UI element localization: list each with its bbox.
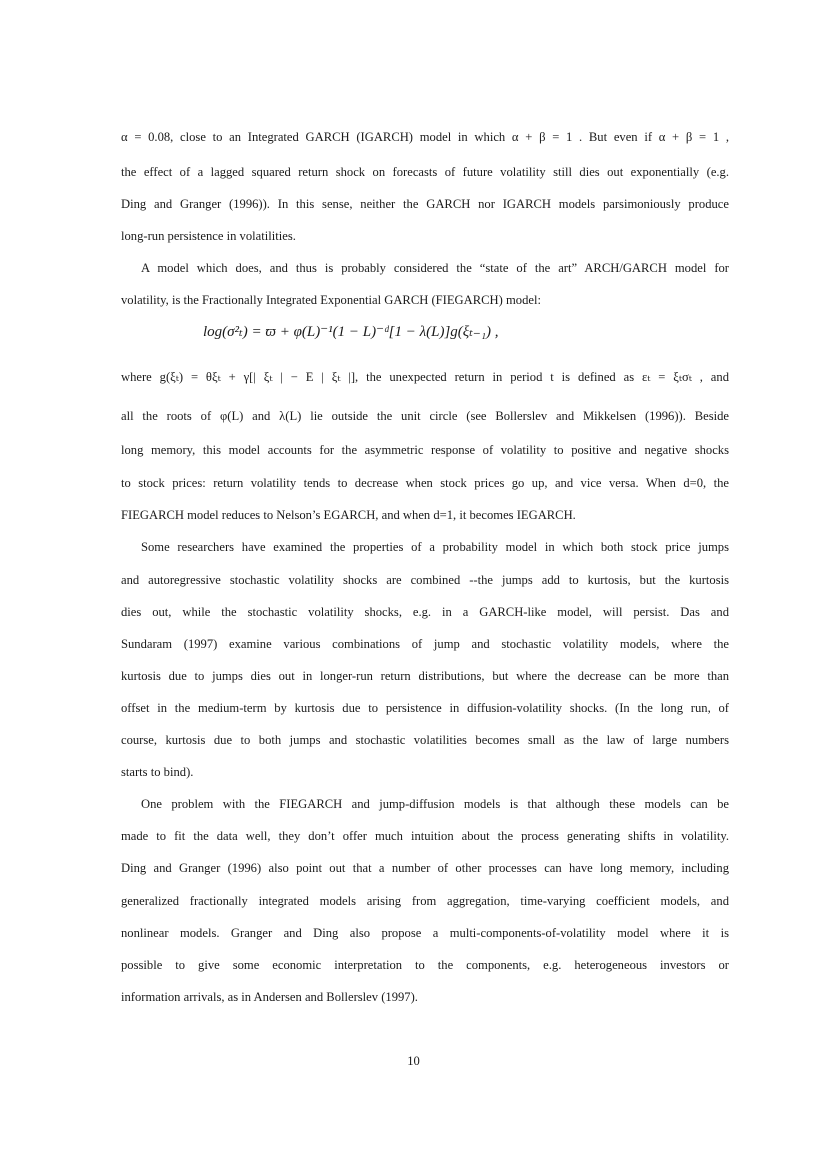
text-line: where g(ξₜ) = θξₜ + γ[| ξₜ | − E | ξₜ |], the unexpected return in period t is defined as εₜ = ξₜσₜ , and xyxy=(121,370,729,384)
fiegarch-equation: log(σ²ₜ) = ϖ + φ(L)⁻¹(1 − L)⁻ᵈ[1 − λ(L)]g(ξₜ₋₁) , xyxy=(203,324,499,340)
text-line: Ding and Granger (1996) also point out that a number of other processes can have long memory, including xyxy=(121,861,729,875)
text-line: Ding and Granger (1996)). In this sense, neither the GARCH nor IGARCH models parsimoniously produce xyxy=(121,197,729,211)
text-line: the effect of a lagged squared return shock on forecasts of future volatility still dies out exponentially (e.g. xyxy=(121,165,729,179)
text-line: dies out, while the stochastic volatility shocks, e.g. in a GARCH-like model, will persist. Das and xyxy=(121,605,729,619)
text-line: α = 0.08, close to an Integrated GARCH (IGARCH) model in which α + β = 1 . But even if α + β = 1 , xyxy=(121,130,729,144)
text-line: Sundaram (1997) examine various combinations of jump and stochastic volatility models, where the xyxy=(121,637,729,651)
text-line: FIEGARCH model reduces to Nelson’s EGARCH, and when d=1, it becomes IEGARCH. xyxy=(121,508,576,522)
text-line: starts to bind). xyxy=(121,765,194,779)
page-number: 10 xyxy=(407,1054,420,1068)
text-line: generalized fractionally integrated models arising from aggregation, time-varying coefficient models, and xyxy=(121,894,729,908)
text-line: possible to give some economic interpretation to the components, e.g. heterogeneous investors or xyxy=(121,958,729,972)
text-line: course, kurtosis due to both jumps and stochastic volatilities becomes small as the law of large numbers xyxy=(121,733,729,747)
text-line: nonlinear models. Granger and Ding also propose a multi-components-of-volatility model where it is xyxy=(121,926,729,940)
text-line: volatility, is the Fractionally Integrated Exponential GARCH (FIEGARCH) model: xyxy=(121,293,541,307)
text-line: all the roots of φ(L) and λ(L) lie outside the unit circle (see Bollerslev and Mikkelsen (1996)). Beside xyxy=(121,409,729,423)
text-line: made to fit the data well, they don’t offer much intuition about the process generating shifts in volatility. xyxy=(121,829,729,843)
text-line: information arrivals, as in Andersen and Bollerslev (1997). xyxy=(121,990,418,1004)
text-line: to stock prices: return volatility tends to decrease when stock prices go up, and vice versa. When d=0, the xyxy=(121,476,729,490)
text-line: Some researchers have examined the properties of a probability model in which both stock price jumps xyxy=(141,540,729,554)
text-line: offset in the medium-term by kurtosis due to persistence in diffusion-volatility shocks. (In the long run, of xyxy=(121,701,729,715)
text-line: kurtosis due to jumps dies out in longer-run return distributions, but where the decrease can be more than xyxy=(121,669,729,683)
text-line: and autoregressive stochastic volatility shocks are combined --the jumps add to kurtosis, but the kurtosis xyxy=(121,573,729,587)
text-line: A model which does, and thus is probably considered the “state of the art” ARCH/GARCH model for xyxy=(141,261,729,275)
text-line: One problem with the FIEGARCH and jump-diffusion models is that although these models can be xyxy=(141,797,729,811)
text-line: long memory, this model accounts for the asymmetric response of volatility to positive and negative shocks xyxy=(121,443,729,457)
text-line: long-run persistence in volatilities. xyxy=(121,229,296,243)
